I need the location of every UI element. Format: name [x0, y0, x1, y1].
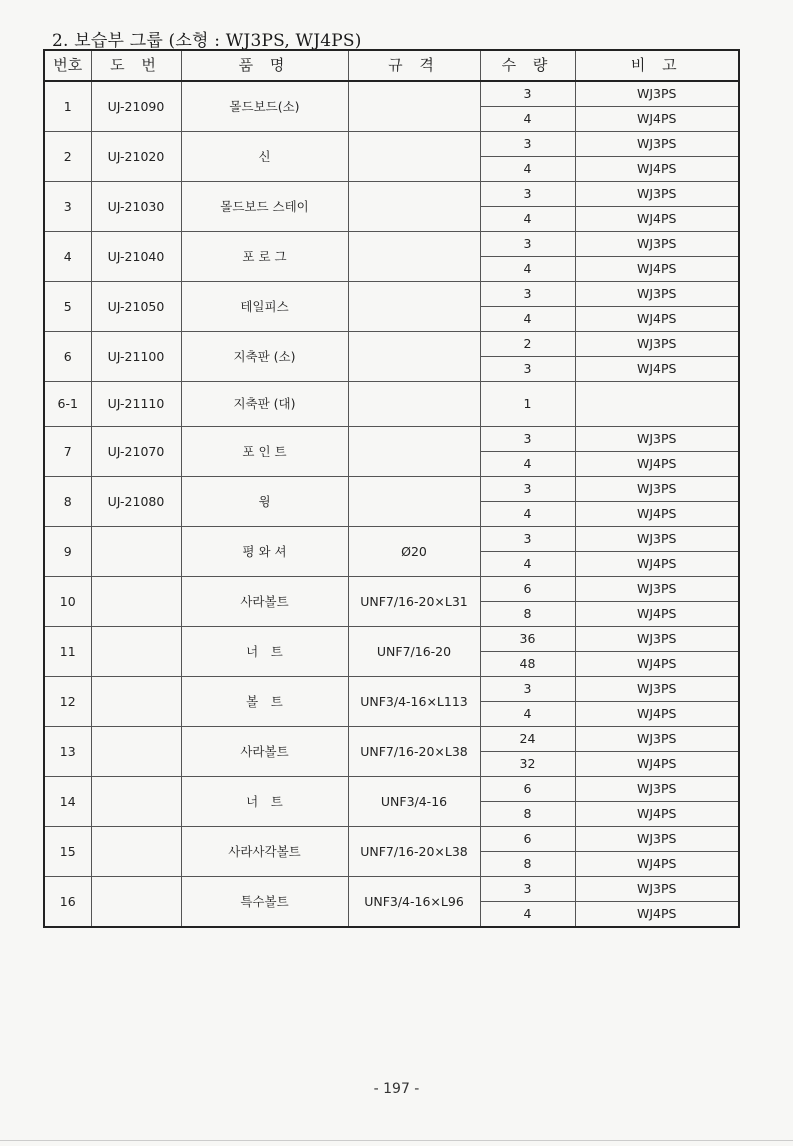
cell-name: 윙 — [181, 477, 348, 527]
header-remark: 비 고 — [575, 50, 739, 81]
cell-qty: 36 — [480, 627, 575, 652]
cell-no: 11 — [44, 627, 91, 677]
cell-qty: 48 — [480, 652, 575, 677]
cell-drawing: UJ-21080 — [91, 477, 181, 527]
cell-name: 볼 트 — [181, 677, 348, 727]
cell-drawing — [91, 627, 181, 677]
cell-qty: 6 — [480, 577, 575, 602]
cell-qty: 32 — [480, 752, 575, 777]
table-row — [44, 477, 739, 502]
table-row — [44, 282, 739, 307]
cell-remark: WJ3PS — [575, 427, 739, 452]
cell-qty: 2 — [480, 332, 575, 357]
cell-qty: 4 — [480, 307, 575, 332]
cell-remark: WJ4PS — [575, 602, 739, 627]
cell-spec — [348, 132, 480, 182]
cell-spec — [348, 182, 480, 232]
cell-drawing — [91, 877, 181, 928]
cell-name: 테일피스 — [181, 282, 348, 332]
cell-remark: WJ3PS — [575, 132, 739, 157]
cell-spec — [348, 427, 480, 477]
page-number: - 197 - — [373, 1081, 420, 1097]
cell-name: 지축판 (대) — [181, 382, 348, 427]
cell-qty: 1 — [480, 382, 575, 427]
cell-qty: 3 — [480, 477, 575, 502]
cell-drawing: UJ-21030 — [91, 182, 181, 232]
cell-drawing — [91, 527, 181, 577]
cell-spec — [348, 382, 480, 427]
cell-name: 몰드보드 스테이 — [181, 182, 348, 232]
cell-qty: 4 — [480, 157, 575, 182]
parts-table-body — [44, 81, 739, 927]
cell-spec — [348, 477, 480, 527]
cell-remark: WJ4PS — [575, 107, 739, 132]
cell-remark: WJ3PS — [575, 81, 739, 107]
cell-drawing: UJ-21110 — [91, 382, 181, 427]
cell-spec: UNF7/16-20×L38 — [348, 827, 480, 877]
table-row — [44, 132, 739, 157]
cell-no: 5 — [44, 282, 91, 332]
cell-remark: WJ4PS — [575, 902, 739, 928]
cell-remark: WJ3PS — [575, 877, 739, 902]
parts-table — [43, 49, 740, 928]
cell-drawing: UJ-21040 — [91, 232, 181, 282]
cell-qty: 4 — [480, 207, 575, 232]
cell-qty: 6 — [480, 827, 575, 852]
cell-spec — [348, 81, 480, 132]
cell-name: 신 — [181, 132, 348, 182]
cell-qty: 3 — [480, 677, 575, 702]
cell-qty: 8 — [480, 802, 575, 827]
table-row — [44, 232, 739, 257]
cell-qty: 3 — [480, 877, 575, 902]
cell-drawing: UJ-21070 — [91, 427, 181, 477]
cell-remark: WJ3PS — [575, 677, 739, 702]
cell-name: 특수볼트 — [181, 877, 348, 928]
cell-qty: 4 — [480, 552, 575, 577]
cell-no: 4 — [44, 232, 91, 282]
cell-qty: 3 — [480, 182, 575, 207]
table-row — [44, 727, 739, 752]
cell-no: 16 — [44, 877, 91, 928]
cell-remark: WJ4PS — [575, 752, 739, 777]
cell-name: 너 트 — [181, 777, 348, 827]
cell-remark: WJ4PS — [575, 207, 739, 232]
cell-remark: WJ3PS — [575, 577, 739, 602]
cell-remark: WJ3PS — [575, 232, 739, 257]
cell-spec — [348, 282, 480, 332]
cell-remark: WJ4PS — [575, 702, 739, 727]
cell-qty: 24 — [480, 727, 575, 752]
cell-spec: UNF7/16-20 — [348, 627, 480, 677]
cell-spec: UNF3/4-16×L96 — [348, 877, 480, 928]
cell-name: 지축판 (소) — [181, 332, 348, 382]
cell-qty: 4 — [480, 257, 575, 282]
cell-qty: 6 — [480, 777, 575, 802]
cell-spec: UNF7/16-20×L38 — [348, 727, 480, 777]
cell-name: 몰드보드(소) — [181, 81, 348, 132]
cell-drawing — [91, 827, 181, 877]
cell-no: 3 — [44, 182, 91, 232]
cell-remark: WJ3PS — [575, 777, 739, 802]
cell-remark: WJ4PS — [575, 652, 739, 677]
cell-no: 2 — [44, 132, 91, 182]
cell-name: 포 로 그 — [181, 232, 348, 282]
table-header-row — [44, 50, 739, 81]
table-row — [44, 677, 739, 702]
page-title: 2. 보습부 그룹 (소형 : WJ3PS, WJ4PS) — [52, 31, 362, 51]
cell-drawing — [91, 727, 181, 777]
table-row — [44, 182, 739, 207]
cell-remark — [575, 382, 739, 427]
cell-spec — [348, 232, 480, 282]
cell-no: 10 — [44, 577, 91, 627]
cell-qty: 4 — [480, 107, 575, 132]
cell-remark: WJ3PS — [575, 182, 739, 207]
cell-drawing — [91, 677, 181, 727]
table-row — [44, 777, 739, 802]
cell-no: 14 — [44, 777, 91, 827]
cell-name: 사라볼트 — [181, 577, 348, 627]
cell-remark: WJ4PS — [575, 802, 739, 827]
cell-spec: UNF7/16-20×L31 — [348, 577, 480, 627]
cell-name: 너 트 — [181, 627, 348, 677]
cell-qty: 8 — [480, 852, 575, 877]
cell-qty: 8 — [480, 602, 575, 627]
cell-drawing: UJ-21050 — [91, 282, 181, 332]
cell-remark: WJ4PS — [575, 157, 739, 182]
cell-qty: 3 — [480, 232, 575, 257]
table-row — [44, 877, 739, 902]
cell-remark: WJ3PS — [575, 827, 739, 852]
cell-no: 6 — [44, 332, 91, 382]
cell-drawing — [91, 577, 181, 627]
header-name: 품 명 — [181, 50, 348, 81]
header-no: 번호 — [44, 50, 91, 81]
cell-remark: WJ4PS — [575, 852, 739, 877]
cell-spec: UNF3/4-16×L113 — [348, 677, 480, 727]
cell-no: 15 — [44, 827, 91, 877]
cell-name: 사라볼트 — [181, 727, 348, 777]
cell-no: 13 — [44, 727, 91, 777]
cell-remark: WJ3PS — [575, 332, 739, 357]
cell-name: 포 인 트 — [181, 427, 348, 477]
header-qty: 수 량 — [480, 50, 575, 81]
cell-qty: 4 — [480, 452, 575, 477]
table-row — [44, 81, 739, 107]
cell-remark: WJ3PS — [575, 477, 739, 502]
cell-drawing: UJ-21100 — [91, 332, 181, 382]
cell-remark: WJ4PS — [575, 307, 739, 332]
cell-spec — [348, 332, 480, 382]
cell-spec: UNF3/4-16 — [348, 777, 480, 827]
bottom-rule — [0, 1140, 793, 1141]
table-row — [44, 382, 739, 427]
table-row — [44, 527, 739, 552]
cell-no: 6-1 — [44, 382, 91, 427]
cell-remark: WJ4PS — [575, 257, 739, 282]
cell-qty: 3 — [480, 81, 575, 107]
cell-remark: WJ4PS — [575, 552, 739, 577]
cell-drawing — [91, 777, 181, 827]
table-row — [44, 827, 739, 852]
cell-no: 1 — [44, 81, 91, 132]
header-drawing: 도 번 — [91, 50, 181, 81]
table-row — [44, 427, 739, 452]
cell-qty: 4 — [480, 702, 575, 727]
cell-remark: WJ4PS — [575, 502, 739, 527]
cell-qty: 3 — [480, 357, 575, 382]
cell-remark: WJ3PS — [575, 627, 739, 652]
cell-remark: WJ4PS — [575, 357, 739, 382]
table-row — [44, 332, 739, 357]
cell-remark: WJ3PS — [575, 527, 739, 552]
cell-no: 7 — [44, 427, 91, 477]
cell-spec: Ø20 — [348, 527, 480, 577]
cell-no: 9 — [44, 527, 91, 577]
cell-remark: WJ4PS — [575, 452, 739, 477]
table-row — [44, 577, 739, 602]
cell-name: 사라사각볼트 — [181, 827, 348, 877]
cell-name: 평 와 셔 — [181, 527, 348, 577]
cell-qty: 3 — [480, 132, 575, 157]
cell-remark: WJ3PS — [575, 727, 739, 752]
header-spec: 규 격 — [348, 50, 480, 81]
cell-qty: 3 — [480, 427, 575, 452]
cell-qty: 4 — [480, 902, 575, 928]
cell-qty: 4 — [480, 502, 575, 527]
cell-no: 12 — [44, 677, 91, 727]
cell-qty: 3 — [480, 282, 575, 307]
cell-drawing: UJ-21020 — [91, 132, 181, 182]
cell-remark: WJ3PS — [575, 282, 739, 307]
table-row — [44, 627, 739, 652]
cell-no: 8 — [44, 477, 91, 527]
cell-qty: 3 — [480, 527, 575, 552]
cell-drawing: UJ-21090 — [91, 81, 181, 132]
